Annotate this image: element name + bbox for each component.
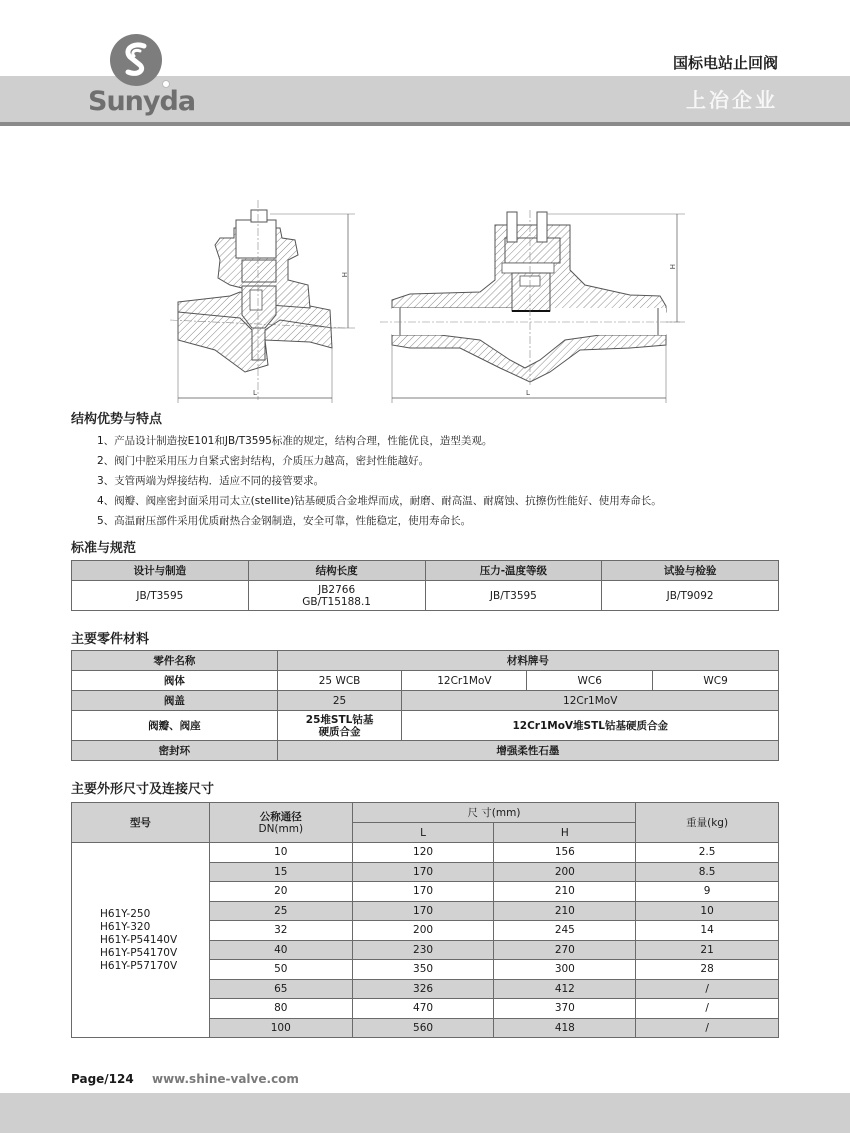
- dim-cell-dn: 32: [209, 921, 352, 941]
- material-value: WC9: [653, 671, 779, 691]
- model-name: H61Y-P54170V: [100, 946, 178, 959]
- dim-cell-h: 200: [494, 862, 636, 882]
- dim-cell-l: 350: [352, 960, 494, 980]
- dim-cell-h: 300: [494, 960, 636, 980]
- dim-header-dn: [209, 803, 352, 843]
- model-name: H61Y-320: [100, 920, 151, 933]
- standards-cell: JB/T9092: [602, 581, 779, 611]
- dim-cell-l: 170: [352, 901, 494, 921]
- dim-cell-dn: 100: [209, 1018, 352, 1038]
- dim-cell-h: 270: [494, 940, 636, 960]
- dim-cell-dn: 15: [209, 862, 352, 882]
- dim-cell-weight: 10: [636, 901, 779, 921]
- dim-header-size: 尺 寸(mm): [352, 803, 636, 823]
- material-value-line1: 25堆STL钴基: [305, 713, 374, 726]
- company-logo: [86, 34, 216, 120]
- dim-cell-weight: /: [636, 999, 779, 1019]
- material-value: 12Cr1MoV: [402, 671, 527, 691]
- dim-header-h: H: [494, 823, 636, 843]
- material-part-label: 阀盖: [72, 691, 278, 711]
- dim-cell-h: 370: [494, 999, 636, 1019]
- valve-section-drawing-small: [170, 200, 360, 405]
- website-link[interactable]: www.shine-valve.com: [152, 1072, 299, 1086]
- dim-cell-weight: 8.5: [636, 862, 779, 882]
- materials-heading: 主要零件材料: [71, 632, 150, 647]
- dim-cell-h: 210: [494, 882, 636, 902]
- dim-cell-weight: /: [636, 979, 779, 999]
- standards-header-pressure: 压力-温度等级: [425, 561, 602, 581]
- standards-header-length: 结构长度: [248, 561, 425, 581]
- standards-header-test: 试验与检验: [602, 561, 779, 581]
- dim-cell-l: 326: [352, 979, 494, 999]
- footer-band: [0, 1093, 850, 1133]
- feature-item: 2、阀门中腔采用压力自紧式密封结构，介质压力越高，密封性能越好。: [97, 455, 430, 467]
- dim-cell-dn: 40: [209, 940, 352, 960]
- material-value: 增强柔性石墨: [277, 741, 778, 761]
- standards-length-line2: GB/T15188.1: [302, 595, 371, 608]
- dim-cell-h: 418: [494, 1018, 636, 1038]
- feature-item: 5、高温耐压部件采用优质耐热合金钢制造，安全可靠，性能稳定，使用寿命长。: [97, 515, 472, 527]
- material-value-line2: 硬质合金: [318, 725, 361, 738]
- features-heading: 结构优势与特点: [71, 412, 163, 427]
- valve-section-drawing-large: [380, 200, 690, 405]
- dim-header-model: 型号: [72, 803, 210, 843]
- document-title: 国标电站止回阀: [672, 54, 778, 72]
- material-value: [277, 711, 402, 741]
- dim-cell-weight: 14: [636, 921, 779, 941]
- standards-cell: JB/T3595: [72, 581, 249, 611]
- dim-models-cell: [72, 843, 210, 1038]
- standards-cell: JB/T3595: [425, 581, 602, 611]
- feature-item: 4、阀瓣、阀座密封面采用司太立(stellite)钴基硬质合金堆焊而成，耐磨、耐高温、耐腐蚀、抗擦伤性能好、使用寿命长。: [97, 495, 662, 507]
- dim-cell-weight: 9: [636, 882, 779, 902]
- dim-cell-l: 200: [352, 921, 494, 941]
- material-part-label: 阀体: [72, 671, 278, 691]
- standards-header-design: 设计与制造: [72, 561, 249, 581]
- dimension-h-label-large: H: [668, 264, 676, 270]
- standards-cell: [248, 581, 425, 611]
- feature-item: 3、支管两端为焊接结构．适应不同的接管要求。: [97, 475, 325, 487]
- materials-header-part: 零件名称: [72, 651, 278, 671]
- dim-cell-h: 210: [494, 901, 636, 921]
- dim-header-l: L: [352, 823, 494, 843]
- features-list: [97, 431, 797, 531]
- dim-cell-dn: 10: [209, 843, 352, 863]
- dim-cell-h: 245: [494, 921, 636, 941]
- dim-header-dn-line1: 公称通径: [259, 810, 302, 823]
- material-value: 12Cr1MoV: [402, 691, 779, 711]
- material-value: 25: [277, 691, 402, 711]
- standards-table: [71, 560, 779, 611]
- model-name: H61Y-P57170V: [100, 959, 178, 972]
- dim-cell-h: 156: [494, 843, 636, 863]
- dim-cell-l: 170: [352, 882, 494, 902]
- dim-cell-weight: 2.5: [636, 843, 779, 863]
- dim-cell-weight: 28: [636, 960, 779, 980]
- dim-cell-h: 412: [494, 979, 636, 999]
- material-value: WC6: [527, 671, 653, 691]
- dimension-h-label: H: [340, 272, 348, 278]
- logo-wordmark: Sunyda: [88, 86, 196, 117]
- material-part-label: 阀瓣、阀座: [72, 711, 278, 741]
- dim-cell-dn: 20: [209, 882, 352, 902]
- standards-heading: 标准与规范: [71, 541, 137, 556]
- page-number: Page/124: [71, 1072, 134, 1086]
- dimension-l-label: L: [253, 389, 257, 397]
- dim-cell-l: 230: [352, 940, 494, 960]
- model-name: H61Y-250: [100, 907, 151, 920]
- dim-cell-l: 170: [352, 862, 494, 882]
- model-name: H61Y-P54140V: [100, 933, 178, 946]
- dim-cell-dn: 25: [209, 901, 352, 921]
- dim-header-dn-line2: DN(mm): [258, 822, 304, 835]
- dim-cell-l: 470: [352, 999, 494, 1019]
- dimensions-heading: 主要外形尺寸及连接尺寸: [71, 782, 215, 797]
- header-divider: [0, 122, 850, 126]
- materials-header-material: 材料牌号: [277, 651, 778, 671]
- logo-s-icon: [110, 34, 162, 86]
- dim-cell-weight: 21: [636, 940, 779, 960]
- material-value: 25 WCB: [277, 671, 402, 691]
- dim-cell-l: 560: [352, 1018, 494, 1038]
- dim-cell-dn: 80: [209, 999, 352, 1019]
- dim-cell-dn: 65: [209, 979, 352, 999]
- company-name: 上冶企业: [686, 88, 778, 112]
- feature-item: 1、产品设计制造按E101和JB/T3595标准的规定，结构合理，性能优良，造型美观。: [97, 435, 493, 447]
- material-part-label: 密封环: [72, 741, 278, 761]
- dim-cell-l: 120: [352, 843, 494, 863]
- materials-table: [71, 650, 779, 761]
- dim-cell-dn: 50: [209, 960, 352, 980]
- material-value: 12Cr1MoV堆STL钴基硬质合金: [402, 711, 779, 741]
- dim-header-weight: 重量(kg): [636, 803, 779, 843]
- dimensions-table: [71, 802, 779, 1038]
- dimension-l-label-large: L: [526, 389, 530, 397]
- standards-length-line1: JB2766: [318, 583, 356, 596]
- dim-cell-weight: /: [636, 1018, 779, 1038]
